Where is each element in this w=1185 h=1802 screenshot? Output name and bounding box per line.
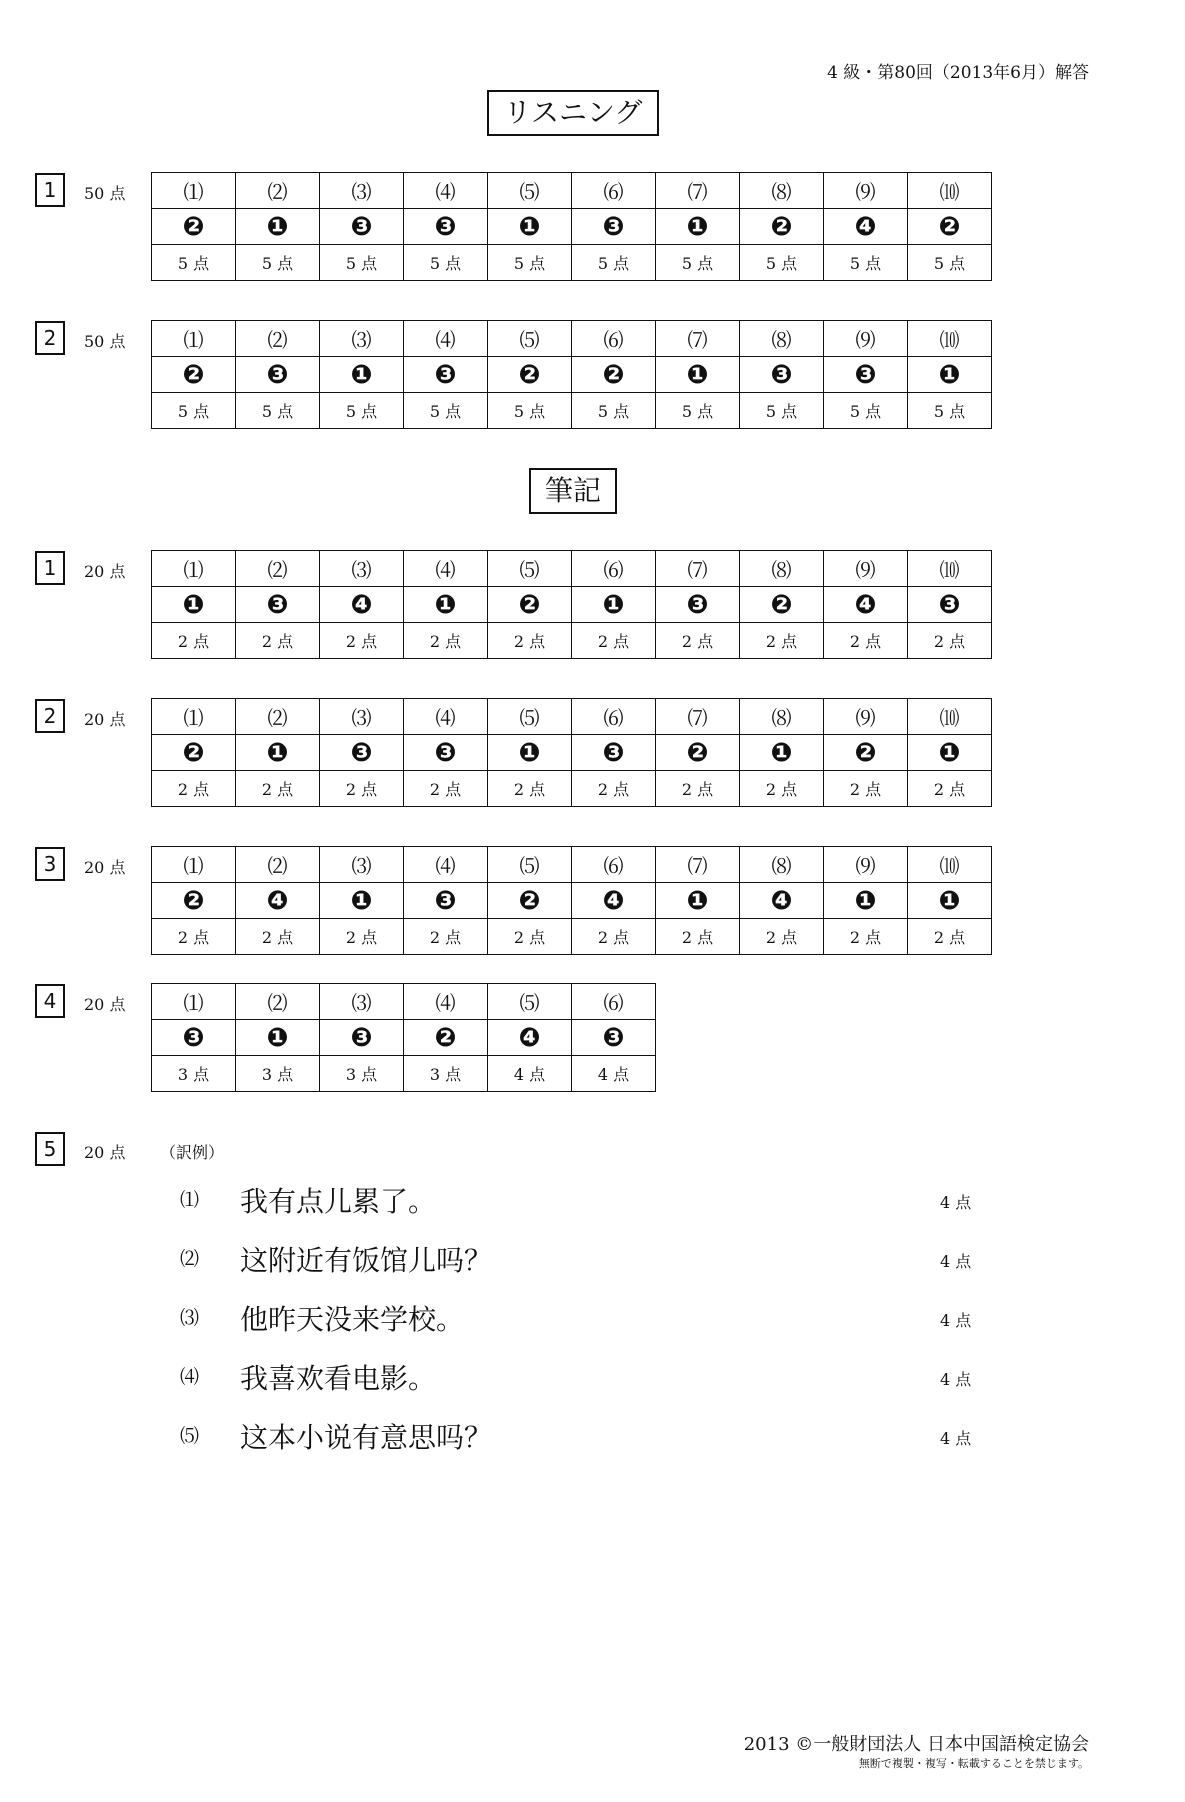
answer-choice: ❶ bbox=[572, 587, 656, 623]
answer-choice: ❶ bbox=[152, 587, 236, 623]
score-cell: 2 点 bbox=[656, 623, 740, 659]
score-cell: 2 点 bbox=[656, 919, 740, 955]
question-number: ⑽ bbox=[908, 321, 992, 357]
answer-choice: ❷ bbox=[824, 735, 908, 771]
answer-choice-row bbox=[152, 587, 992, 623]
question-number: ⑼ bbox=[824, 847, 908, 883]
score-cell: 4 点 bbox=[572, 1056, 656, 1092]
answer-choice: ❶ bbox=[236, 1020, 320, 1056]
question-number: ⑴ bbox=[152, 551, 236, 587]
score-cell: 5 点 bbox=[152, 393, 236, 429]
translation-text: 我喜欢看电影。 bbox=[240, 1362, 437, 1395]
question-number: ⑻ bbox=[740, 173, 824, 209]
score-cell: 3 点 bbox=[320, 1056, 404, 1092]
score-cell: 5 点 bbox=[908, 245, 992, 281]
question-number: ⑵ bbox=[236, 173, 320, 209]
translation-text: 他昨天没来学校。 bbox=[240, 1303, 465, 1336]
translation-number: ⑶ bbox=[180, 1307, 200, 1329]
question-number: ⑺ bbox=[656, 847, 740, 883]
answer-choice: ❹ bbox=[488, 1020, 572, 1056]
answer-choice: ❷ bbox=[152, 357, 236, 393]
question-number: ⑴ bbox=[152, 984, 236, 1020]
question-number: ⑴ bbox=[152, 847, 236, 883]
score-cell: 2 点 bbox=[488, 771, 572, 807]
answer-choice: ❶ bbox=[404, 587, 488, 623]
question-number: ⑹ bbox=[572, 847, 656, 883]
answer-choice: ❶ bbox=[236, 735, 320, 771]
answer-choice: ❷ bbox=[656, 735, 740, 771]
score-cell: 2 点 bbox=[572, 623, 656, 659]
score-cell: 2 点 bbox=[824, 919, 908, 955]
answer-choice: ❶ bbox=[656, 883, 740, 919]
score-cell: 2 点 bbox=[908, 919, 992, 955]
answer-choice-row bbox=[152, 209, 992, 245]
answer-choice: ❷ bbox=[488, 883, 572, 919]
writing-q3-label: 3 bbox=[35, 847, 65, 881]
translation-score: 4 点 bbox=[940, 1193, 972, 1212]
answer-choice: ❸ bbox=[656, 587, 740, 623]
writing-q4-points: 20 点 bbox=[84, 995, 126, 1014]
question-number: ⑻ bbox=[740, 847, 824, 883]
writing-q3-points: 20 点 bbox=[84, 858, 126, 877]
question-number-row bbox=[152, 551, 992, 587]
answer-choice: ❸ bbox=[740, 357, 824, 393]
answer-choice: ❸ bbox=[908, 587, 992, 623]
score-cell: 5 点 bbox=[572, 393, 656, 429]
page-header: 4 級・第80回（2013年6月）解答 bbox=[827, 63, 1089, 83]
question-number: ⑸ bbox=[488, 173, 572, 209]
score-cell: 2 点 bbox=[908, 623, 992, 659]
score-cell: 2 点 bbox=[740, 771, 824, 807]
question-number: ⑸ bbox=[488, 847, 572, 883]
question-number: ⑸ bbox=[488, 699, 572, 735]
score-cell: 5 点 bbox=[656, 245, 740, 281]
answer-choice: ❸ bbox=[404, 209, 488, 245]
writing-q2-points: 20 点 bbox=[84, 710, 126, 729]
score-cell: 2 点 bbox=[236, 919, 320, 955]
answer-choice: ❶ bbox=[908, 735, 992, 771]
listening-q2-points: 50 点 bbox=[84, 332, 126, 351]
score-cell: 2 点 bbox=[152, 771, 236, 807]
translation-number: ⑴ bbox=[180, 1189, 200, 1211]
answer-choice-row bbox=[152, 1020, 656, 1056]
score-cell: 3 点 bbox=[236, 1056, 320, 1092]
question-number: ⑷ bbox=[404, 173, 488, 209]
question-number: ⑸ bbox=[488, 551, 572, 587]
score-cell: 5 点 bbox=[908, 393, 992, 429]
question-number-row bbox=[152, 984, 656, 1020]
question-number: ⑷ bbox=[404, 551, 488, 587]
answer-choice-row bbox=[152, 883, 992, 919]
answer-choice: ❸ bbox=[404, 735, 488, 771]
score-cell: 2 点 bbox=[236, 771, 320, 807]
listening-title: リスニング bbox=[487, 90, 659, 136]
copyright: 2013 ©一般財団法人 日本中国語検定協会 bbox=[743, 1734, 1089, 1755]
answer-choice: ❸ bbox=[824, 357, 908, 393]
question-number: ⑵ bbox=[236, 847, 320, 883]
answer-choice: ❶ bbox=[824, 883, 908, 919]
writing-q5-label: 5 bbox=[35, 1132, 65, 1166]
question-number: ⑽ bbox=[908, 551, 992, 587]
translation-text: 这附近有饭馆儿吗？ bbox=[240, 1244, 493, 1277]
score-cell: 2 点 bbox=[404, 771, 488, 807]
answer-choice: ❷ bbox=[740, 209, 824, 245]
answer-table bbox=[151, 320, 992, 429]
answer-choice: ❹ bbox=[572, 883, 656, 919]
question-number: ⑹ bbox=[572, 699, 656, 735]
question-number: ⑻ bbox=[740, 699, 824, 735]
answer-choice: ❹ bbox=[236, 883, 320, 919]
score-cell: 4 点 bbox=[488, 1056, 572, 1092]
score-cell: 2 点 bbox=[824, 623, 908, 659]
answer-choice: ❹ bbox=[824, 587, 908, 623]
question-number: ⑶ bbox=[320, 551, 404, 587]
answer-choice: ❸ bbox=[320, 209, 404, 245]
answer-choice: ❸ bbox=[572, 209, 656, 245]
listening-q2-label: 2 bbox=[35, 321, 65, 355]
writing-q5-points: 20 点 bbox=[84, 1143, 126, 1162]
answer-choice: ❶ bbox=[488, 735, 572, 771]
question-number: ⑸ bbox=[488, 984, 572, 1020]
translation-score: 4 点 bbox=[940, 1429, 972, 1448]
score-cell: 2 点 bbox=[152, 919, 236, 955]
question-number-row bbox=[152, 847, 992, 883]
question-number: ⑺ bbox=[656, 173, 740, 209]
answer-choice-row bbox=[152, 357, 992, 393]
question-number: ⑺ bbox=[656, 321, 740, 357]
question-number: ⑶ bbox=[320, 173, 404, 209]
question-number: ⑵ bbox=[236, 699, 320, 735]
score-cell: 5 点 bbox=[320, 393, 404, 429]
score-cell: 2 点 bbox=[824, 771, 908, 807]
answer-choice: ❹ bbox=[740, 883, 824, 919]
answer-choice-row bbox=[152, 735, 992, 771]
answer-table bbox=[151, 846, 992, 955]
score-cell: 2 点 bbox=[572, 771, 656, 807]
question-number: ⑹ bbox=[572, 984, 656, 1020]
answer-choice: ❶ bbox=[656, 357, 740, 393]
writing-title: 筆記 bbox=[529, 468, 617, 514]
listening-q1-label: 1 bbox=[35, 173, 65, 207]
answer-choice: ❶ bbox=[236, 209, 320, 245]
answer-choice: ❶ bbox=[488, 209, 572, 245]
score-cell: 2 点 bbox=[236, 623, 320, 659]
question-number: ⑽ bbox=[908, 173, 992, 209]
writing-q2-label: 2 bbox=[35, 699, 65, 733]
translation-score: 4 点 bbox=[940, 1370, 972, 1389]
question-number: ⑷ bbox=[404, 847, 488, 883]
score-cell-row bbox=[152, 623, 992, 659]
answer-choice: ❶ bbox=[320, 357, 404, 393]
question-number: ⑼ bbox=[824, 173, 908, 209]
score-cell: 5 点 bbox=[740, 245, 824, 281]
answer-choice: ❷ bbox=[740, 587, 824, 623]
score-cell-row bbox=[152, 771, 992, 807]
question-number: ⑹ bbox=[572, 321, 656, 357]
writing-q1-label: 1 bbox=[35, 551, 65, 585]
question-number: ⑴ bbox=[152, 321, 236, 357]
question-number: ⑶ bbox=[320, 321, 404, 357]
answer-choice: ❹ bbox=[320, 587, 404, 623]
answer-choice: ❶ bbox=[320, 883, 404, 919]
question-number: ⑼ bbox=[824, 699, 908, 735]
answer-table bbox=[151, 550, 992, 659]
question-number-row bbox=[152, 699, 992, 735]
score-cell: 2 点 bbox=[320, 919, 404, 955]
answer-choice: ❶ bbox=[908, 883, 992, 919]
translation-score: 4 点 bbox=[940, 1252, 972, 1271]
question-number: ⑺ bbox=[656, 551, 740, 587]
score-cell: 3 点 bbox=[404, 1056, 488, 1092]
score-cell: 5 点 bbox=[404, 245, 488, 281]
translation-number: ⑸ bbox=[180, 1425, 200, 1447]
question-number: ⑷ bbox=[404, 984, 488, 1020]
translation-number: ⑵ bbox=[180, 1248, 200, 1270]
score-cell: 5 点 bbox=[824, 393, 908, 429]
score-cell: 5 点 bbox=[488, 393, 572, 429]
writing-q4-label: 4 bbox=[35, 984, 65, 1018]
answer-table bbox=[151, 983, 656, 1092]
score-cell: 2 点 bbox=[404, 623, 488, 659]
question-number: ⑴ bbox=[152, 173, 236, 209]
answer-choice: ❷ bbox=[908, 209, 992, 245]
score-cell: 2 点 bbox=[740, 919, 824, 955]
score-cell: 2 点 bbox=[488, 623, 572, 659]
question-number: ⑹ bbox=[572, 173, 656, 209]
answer-table bbox=[151, 698, 992, 807]
score-cell: 5 点 bbox=[572, 245, 656, 281]
question-number: ⑽ bbox=[908, 699, 992, 735]
question-number: ⑵ bbox=[236, 321, 320, 357]
writing-q1-points: 20 点 bbox=[84, 562, 126, 581]
question-number: ⑼ bbox=[824, 321, 908, 357]
score-cell: 2 点 bbox=[656, 771, 740, 807]
score-cell: 2 点 bbox=[740, 623, 824, 659]
answer-choice: ❸ bbox=[572, 735, 656, 771]
answer-choice: ❸ bbox=[152, 1020, 236, 1056]
answer-choice: ❷ bbox=[488, 357, 572, 393]
score-cell-row bbox=[152, 393, 992, 429]
question-number: ⑶ bbox=[320, 984, 404, 1020]
question-number: ⑶ bbox=[320, 699, 404, 735]
answer-choice: ❸ bbox=[236, 357, 320, 393]
question-number: ⑺ bbox=[656, 699, 740, 735]
answer-choice: ❶ bbox=[908, 357, 992, 393]
question-number: ⑼ bbox=[824, 551, 908, 587]
translation-number: ⑷ bbox=[180, 1366, 200, 1388]
question-number: ⑴ bbox=[152, 699, 236, 735]
answer-choice: ❸ bbox=[320, 735, 404, 771]
question-number: ⑵ bbox=[236, 551, 320, 587]
translation-score: 4 点 bbox=[940, 1311, 972, 1330]
answer-choice: ❷ bbox=[572, 357, 656, 393]
copyright-notice: 無断で複製・複写・転載することを禁じます。 bbox=[858, 1757, 1089, 1770]
score-cell: 2 点 bbox=[404, 919, 488, 955]
answer-choice: ❸ bbox=[404, 883, 488, 919]
score-cell: 5 点 bbox=[824, 245, 908, 281]
answer-choice: ❶ bbox=[740, 735, 824, 771]
question-number: ⑷ bbox=[404, 699, 488, 735]
answer-table bbox=[151, 172, 992, 281]
question-number-row bbox=[152, 321, 992, 357]
score-cell: 5 点 bbox=[236, 245, 320, 281]
answer-choice: ❷ bbox=[152, 209, 236, 245]
score-cell: 5 点 bbox=[740, 393, 824, 429]
answer-choice: ❸ bbox=[236, 587, 320, 623]
score-cell: 2 点 bbox=[908, 771, 992, 807]
answer-choice: ❶ bbox=[656, 209, 740, 245]
translation-text: 我有点儿累了。 bbox=[240, 1185, 437, 1218]
score-cell: 2 点 bbox=[572, 919, 656, 955]
question-number: ⑶ bbox=[320, 847, 404, 883]
answer-choice: ❷ bbox=[152, 735, 236, 771]
answer-choice: ❹ bbox=[824, 209, 908, 245]
score-cell-row bbox=[152, 1056, 656, 1092]
score-cell: 2 点 bbox=[488, 919, 572, 955]
score-cell: 2 点 bbox=[152, 623, 236, 659]
listening-q1-points: 50 点 bbox=[84, 184, 126, 203]
question-number: ⑹ bbox=[572, 551, 656, 587]
question-number: ⑻ bbox=[740, 321, 824, 357]
score-cell: 5 点 bbox=[656, 393, 740, 429]
score-cell: 5 点 bbox=[236, 393, 320, 429]
score-cell: 2 点 bbox=[320, 623, 404, 659]
answer-choice: ❸ bbox=[572, 1020, 656, 1056]
answer-choice: ❷ bbox=[488, 587, 572, 623]
question-number: ⑽ bbox=[908, 847, 992, 883]
answer-choice: ❷ bbox=[404, 1020, 488, 1056]
score-cell: 5 点 bbox=[404, 393, 488, 429]
score-cell-row bbox=[152, 919, 992, 955]
example-label: （訳例） bbox=[160, 1143, 225, 1162]
question-number: ⑵ bbox=[236, 984, 320, 1020]
question-number: ⑻ bbox=[740, 551, 824, 587]
translation-text: 这本小说有意思吗？ bbox=[240, 1421, 493, 1454]
answer-choice: ❸ bbox=[404, 357, 488, 393]
score-cell: 5 点 bbox=[320, 245, 404, 281]
score-cell: 2 点 bbox=[320, 771, 404, 807]
score-cell: 5 点 bbox=[152, 245, 236, 281]
question-number: ⑸ bbox=[488, 321, 572, 357]
score-cell-row bbox=[152, 245, 992, 281]
answer-choice: ❸ bbox=[320, 1020, 404, 1056]
score-cell: 5 点 bbox=[488, 245, 572, 281]
answer-choice: ❷ bbox=[152, 883, 236, 919]
question-number: ⑷ bbox=[404, 321, 488, 357]
question-number-row bbox=[152, 173, 992, 209]
score-cell: 3 点 bbox=[152, 1056, 236, 1092]
